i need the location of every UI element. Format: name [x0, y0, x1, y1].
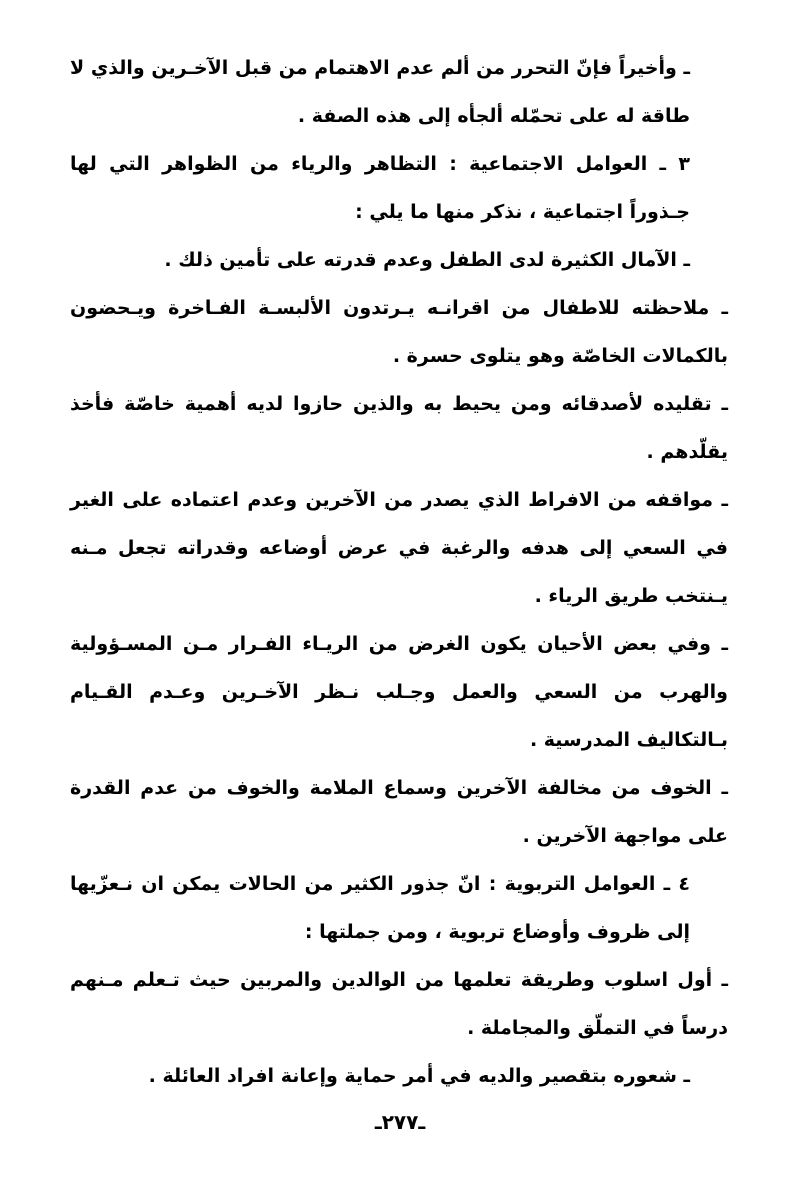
paragraph: ـ ملاحظته للاطفال من اقرانـه يـرتدون الألبسـة الفـاخرة ويـحضون بالكمالات الخاصّة وهو يتلوى حسرة .: [70, 297, 728, 367]
paragraph: ـ تقليده لأصدقائه ومن يحيط به والذين حازوا لديه أهمية خاصّة فأخذ يقلّدهم .: [70, 393, 728, 463]
page-body: [70, 44, 728, 1100]
paragraph: ـ الآمال الكثيرة لدى الطفل وعدم قدرته على تأمين ذلك .: [164, 249, 690, 271]
paragraph: ـ مواقفه من الافراط الذي يصدر من الآخرين وعدم اعتماده على الغير في السعي إلى هدفه والرغبة في عرض أوضاعه وقدراته تجعل مـنه يـنتخب طريق الرياء .: [70, 489, 728, 607]
paragraph: ـ الخوف من مخالفة الآخرين وسماع الملامة والخوف من عدم القدرة على مواجهة الآخرين .: [70, 777, 728, 847]
paragraph: ـ أول اسلوب وطريقة تعلمها من الوالدين والمربين حيث تـعلم مـنهم درساً في التملّق والمجاملة .: [70, 969, 728, 1039]
paragraph: ـ وفي بعض الأحيان يكون الغرض من الريـاء الفـرار مـن المسـؤولية والهرب من السعي والعمل وجـلب نـظر الآخـرين وعـدم القـيام بـالتكاليف المدرسية .: [70, 633, 728, 751]
page-number: ـ٢٧٧ـ: [374, 1110, 426, 1134]
paragraph: ـ شعوره بتقصير والديه في أمر حماية وإعانة افراد العائلة .: [148, 1065, 690, 1087]
section-heading-social-factors: ٣ ـ العوامل الاجتماعية : التظاهر والرياء من الظواهر التي لها جـذوراً اجتماعية ، نذكر منها ما يلي :: [70, 153, 690, 223]
section-heading-educational-factors: ٤ ـ العوامل التربوية : انّ جذور الكثير من الحالات يمكن ان نـعزّيها إلى ظروف وأوضاع تربوية ، ومن جملتها :: [70, 873, 690, 943]
paragraph: ـ وأخيراً فإنّ التحرر من ألم عدم الاهتمام من قبل الآخـرين والذي لا طاقة له على تحمّله ألجأه إلى هذه الصفة .: [70, 57, 690, 127]
